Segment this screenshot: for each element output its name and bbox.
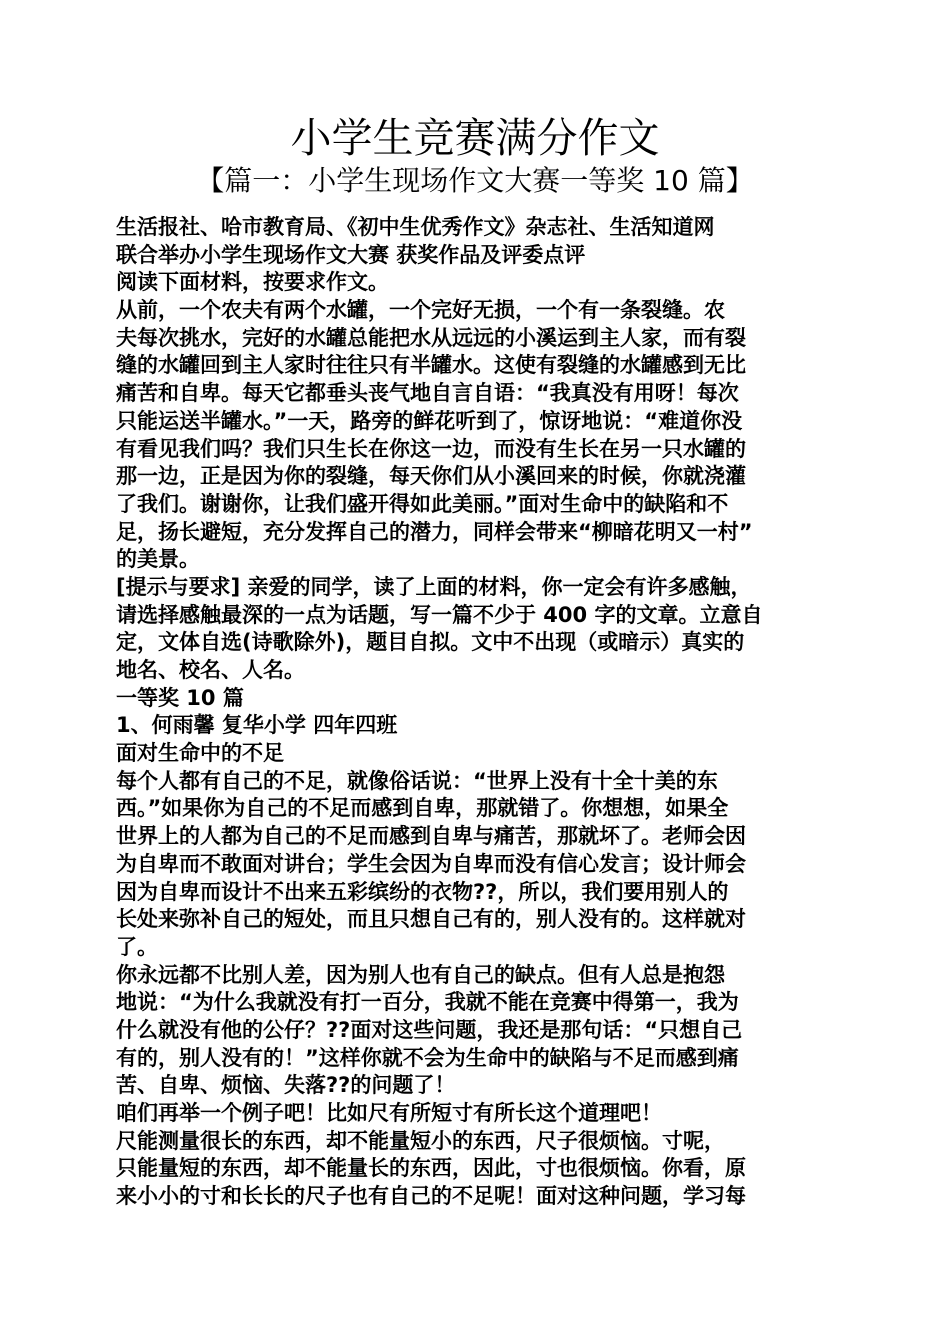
text-line: 你永远都不比别人差，因为别人也有自己的缺点。但有人总是抱怨	[116, 962, 725, 987]
document-subtitle: 【篇一：小学生现场作文大赛一等奖 10 篇】	[196, 164, 754, 197]
text-line: 来小小的寸和长长的尺子也有自己的不足呢！面对这种问题，学习每	[116, 1184, 746, 1209]
text-line: 世界上的人都为自己的不足而感到自卑与痛苦，那就坏了。老师会因	[116, 824, 746, 849]
text-line: 什么就没有他的公仔？??面对这些问题，我还是那句话：“只想自己	[116, 1017, 743, 1042]
text-line: 阅读下面材料，按要求作文。	[116, 270, 389, 295]
text-line: 那一边，正是因为你的裂缝，每天你们从小溪回来的时候，你就浇灌	[116, 464, 746, 489]
text-line: 西。”如果你为自己的不足而感到自卑，那就错了。你想想，如果全	[116, 796, 729, 821]
text-line: 有的，别人没有的！”这样你就不会为生命中的缺陷与不足而感到痛	[116, 1045, 739, 1070]
text-line: 尺能测量很长的东西，却不能量短小的东西，尺子很烦恼。寸呢，	[116, 1128, 725, 1153]
text-line: 了。	[116, 934, 158, 959]
text-line: 苦、自卑、烦恼、失落??的问题了！	[116, 1073, 456, 1098]
text-line: 咱们再举一个例子吧！比如尺有所短寸有所长这个道理吧！	[116, 1101, 662, 1125]
text-line: 定，文体自选(诗歌除外)，题目自拟。文中不出现（或暗示）真实的	[116, 630, 745, 655]
text-line: 生活报社、哈市教育局、《初中生优秀作文》杂志社、生活知道网	[116, 215, 715, 239]
text-line: 足，扬长避短，充分发挥自己的潜力，同样会带来“柳暗花明又一村”	[116, 519, 753, 544]
text-line: 长处来弥补自己的短处，而且只想自己有的，别人没有的。这样就对	[116, 907, 746, 932]
text-line: 夫每次挑水，完好的水罐总能把水从远远的小溪运到主人家，而有裂	[116, 325, 746, 350]
text-line: 因为自卑而设计不出来五彩缤纷的衣物??，所以，我们要用别人的	[116, 879, 729, 904]
text-line: 每个人都有自己的不足，就像俗话说：“世界上没有十全十美的东	[116, 768, 718, 793]
text-line: 1、何雨馨 复华小学 四年四班	[116, 713, 398, 738]
text-line: 地说：“为什么我就没有打一百分，我就不能在竞赛中得第一，我为	[116, 990, 739, 1015]
document-title: 小学生竞赛满分作文	[290, 114, 660, 162]
text-line: 面对生命中的不足	[116, 741, 284, 766]
text-line: 联合举办小学生现场作文大赛 获奖作品及评委点评	[116, 242, 586, 267]
text-line: 痛苦和自卑。每天它都垂头丧气地自言自语：“我真没有用呀！每次	[116, 381, 739, 406]
text-line: 的美景。	[116, 547, 200, 572]
text-line: 有看见我们吗？我们只生长在你这一边，而没有生长在另一只水罐的	[116, 436, 746, 461]
document-body	[116, 214, 838, 1211]
text-line: 请选择感触最深的一点为话题，写一篇不少于 400 字的文章。立意自	[116, 602, 763, 627]
text-line: [提示与要求] 亲爱的同学，读了上面的材料，你一定会有许多感触，	[116, 574, 752, 599]
text-line: 地名、校名、人名。	[116, 658, 305, 682]
text-line: 缝的水罐回到主人家时往往只有半罐水。这使有裂缝的水罐感到无比	[116, 353, 746, 378]
text-line: 为自卑而不敢面对讲台；学生会因为自卑而没有信心发言；设计师会	[116, 851, 746, 876]
text-line: 一等奖 10 篇	[116, 685, 244, 710]
text-line: 从前，一个农夫有两个水罐，一个完好无损，一个有一条裂缝。农	[116, 298, 725, 323]
text-line: 只能量短的东西，却不能量长的东西，因此，寸也很烦恼。你看，原	[116, 1156, 746, 1181]
text-line: 了我们。谢谢你，让我们盛开得如此美丽。”面对生命中的缺陷和不	[116, 491, 729, 516]
text-line: 只能运送半罐水。”一天，路旁的鲜花听到了，惊讶地说：“难道你没	[116, 408, 743, 433]
